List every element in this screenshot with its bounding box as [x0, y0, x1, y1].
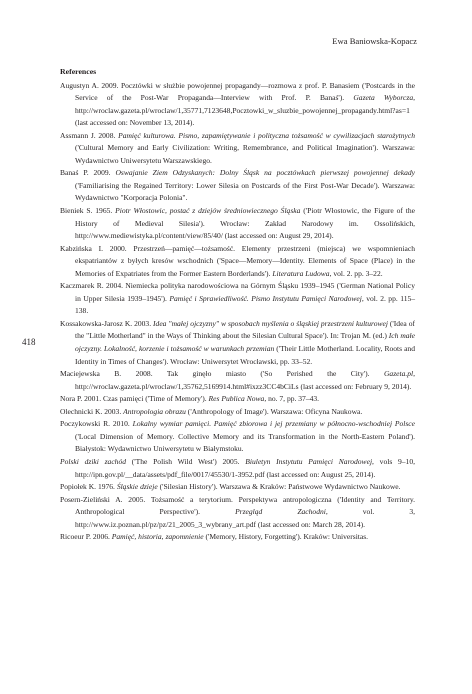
reference-title-italic: Śląskie dzieje — [116, 482, 158, 492]
reference-text: Assmann J. 2008. — [60, 130, 119, 140]
reference-text: ('The Polish Wild West') 2005. — [126, 456, 246, 466]
reference-title-italic: Pamięć, historia, zapomnienie — [111, 532, 204, 542]
reference-entry — [60, 494, 415, 532]
reference-text: ('Cultural Memory and Early Civilization: Writing, Remembrance, and Political Imagination'). Warszawa: Wydawnictwo Uniwersytetu Warszawskiego. — [75, 143, 415, 165]
reference-list — [60, 80, 415, 544]
section-heading: References — [60, 67, 97, 76]
reference-title-italic: Res Publica Nowa — [208, 394, 265, 404]
reference-entry — [60, 418, 415, 456]
reference-text: , no. 7, pp. 37–43. — [264, 394, 320, 404]
reference-title-italic: Pamięć i Sprawiedliwość. Pismo Instytutu Pamięci Narodowej — [169, 293, 362, 303]
reference-text: Nora P. 2001. Czas pamięci ('Time of Memory'). — [60, 394, 209, 404]
page-number: 418 — [22, 337, 36, 347]
reference-text: Olechnicki K. 2003. — [60, 406, 124, 416]
reference-title-italic: Gazeta Wyborcza — [353, 93, 414, 103]
references-section — [60, 66, 415, 544]
reference-title-italic: Biuletyn Instytutu Pamięci Narodowej — [245, 456, 373, 466]
reference-text: , vol. 2. pp. 115–138. — [75, 293, 416, 316]
reference-text: ('Silesian History'). Warszawa & Kraków: Państwowe Wydawnictwo Naukowe. — [157, 482, 401, 492]
reference-text: ('Idea of the "Little Motherland" in the Ways of Thinking about the Silesian Cultural Space'). In: Trojan M. (ed.) — [75, 318, 415, 341]
reference-text: Kaczmarek R. 2004. Niemiecka polityka narodowościowa na Górnym Śląsku 1939–1945 ('German National Policy in Upper Silesia 1939–1945'). — [60, 281, 415, 303]
running-header: Ewa Baniowska-Kopacz — [332, 36, 417, 46]
reference-entry — [60, 130, 415, 168]
reference-entry — [60, 80, 415, 130]
reference-text: , vol. 3, http://www.iz.poznan.pl/pz/pz/21_2005_3_wybrany_art.pdf (last accessed on: March 28, 2014). — [75, 507, 415, 529]
reference-text: Posern-Zieliński A. 2005. Tożsamość a terytorium. Perspektywa antropologiczna ('Identity and Territory. Anthropological Perspective'). — [60, 494, 415, 517]
reference-title-italic: Idea "małej ojczyzny" w sposobach myślenia o śląskiej przestrzeni kulturowej — [153, 318, 388, 328]
reference-entry — [60, 167, 415, 205]
reference-title-italic: Polski dziki zachód — [60, 456, 126, 466]
reference-text: Bieniek S. 1965. — [60, 206, 116, 216]
reference-title-italic: Piotr Włostowic, postać z dziejów średniowiecznego Śląska — [115, 206, 301, 216]
reference-entry — [60, 205, 415, 243]
reference-text: Ricoeur P. 2006. — [60, 532, 112, 542]
reference-title-italic: Ich małe ojczyzny. Lokalność, korzenie i tożsamość w warunkach przemian — [75, 331, 415, 354]
reference-text: ('Familiarising the Regained Territory: Lower Silesia on Postcards of the First Post-War Decade'). Warszawa: Wydawnictwo "Korporacja Polonia". — [75, 180, 415, 203]
reference-text: Augustyn A. 2009. Pocztówki w służbie powojennej propagandy—rozmowa z prof. P. Banasiem ('Postcards in the Service of the Post-War Propaganda—Interview with Prof. P. Banaś'). — [60, 80, 415, 103]
reference-title-italic: Gazeta.pl — [383, 369, 414, 379]
reference-entry — [60, 243, 415, 281]
reference-text: ('Piotr Włostowic, the Figure of the History of Medieval Silesia'). Wrocław: Zakład Narodowy im. Ossolińskich, http://www.mediewistyka.pl/content/view/85/40/ (last accessed on: August 29, 2014). — [75, 206, 416, 241]
reference-title-italic: Pamięć kulturowa. Pismo, zapamiętywanie i polityczna tożsamość w cywilizacjach starożytnych — [118, 130, 416, 140]
reference-text: Popiołek K. 1976. — [60, 482, 117, 492]
reference-title-italic: Lokalny wymiar pamięci. Pamięć zbiorowa i jej przemiany w północno-wschodniej Polsce — [132, 419, 416, 429]
reference-entry — [60, 280, 415, 318]
reference-entry — [60, 531, 415, 544]
reference-text: Poczykowski R. 2010. — [60, 419, 133, 429]
reference-title-italic: Antropologia obrazu — [123, 406, 186, 416]
reference-entry — [60, 481, 415, 494]
reference-title-italic: Przegląd Zachodni — [235, 507, 326, 517]
reference-text: ('Local Dimension of Memory. Collective Memory and its Transformation in the North-Eastern Poland'). Białystok: Wydawnictwo Uniwersytetu w Białymstoku. — [75, 431, 415, 454]
reference-text: ('Memory, History, Forgetting'). Kraków: Universitas. — [203, 532, 369, 542]
reference-text: , vols 9–10, http://ipn.gov.pl/__data/assets/pdf_file/0017/45530/1-3952.pdf (last accessed on: August 25, 2014). — [75, 456, 415, 479]
reference-entry — [60, 368, 415, 393]
reference-text: , http://wroclaw.gazeta.pl/wroclaw/1,35771,7123648,Pocztowki_w_sluzbie_powojennej_propagandy.html?as=1 (last accessed on: November 13, 2014). — [75, 93, 416, 128]
reference-entry — [60, 393, 415, 406]
reference-entry — [60, 318, 415, 368]
reference-text: , vol. 2. pp. 3–22. — [329, 268, 383, 278]
reference-text: ('Their Little Motherland. Locality, Roots and Identity in Times of Changes'). Wrocław: Uniwersytet Wrocławski, pp. 33–52. — [75, 344, 415, 366]
reference-text: , http://wroclaw.gazeta.pl/wroclaw/1,35762,5169914.html#ixzz3CC4bCiLs (last accessed on: February 9, 2014). — [75, 369, 415, 391]
reference-title-italic: Literatura Ludowa — [272, 268, 330, 278]
reference-text: Banaś P. 2009. — [60, 168, 116, 178]
reference-text: Maciejewska B. 2008. Tak ginęło miasto ('So Perished the City'). — [60, 369, 384, 379]
reference-text: Kabzińska I. 2000. Przestrzeń—pamięć—tożsamość. Elementy przestrzeni (miejsca) we wspomnieniach ekspatriantów z byłych kresów wschodnich ('Space—Memory—Identity. Elements of Space (Place) in the Memories of Expatriates from the Former Eastern Borderlands'). — [60, 243, 415, 278]
reference-entry — [60, 406, 415, 419]
reference-text: Kossakowska-Jarosz K. 2003. — [60, 318, 154, 328]
reference-entry — [60, 456, 415, 481]
reference-text: ('Anthropology of Image'). Warszawa: Oficyna Naukowa. — [185, 406, 363, 416]
reference-title-italic: Oswajanie Ziem Odzyskanych: Dolny Śląsk na pocztówkach pierwszej powojennej dekady — [115, 168, 415, 178]
